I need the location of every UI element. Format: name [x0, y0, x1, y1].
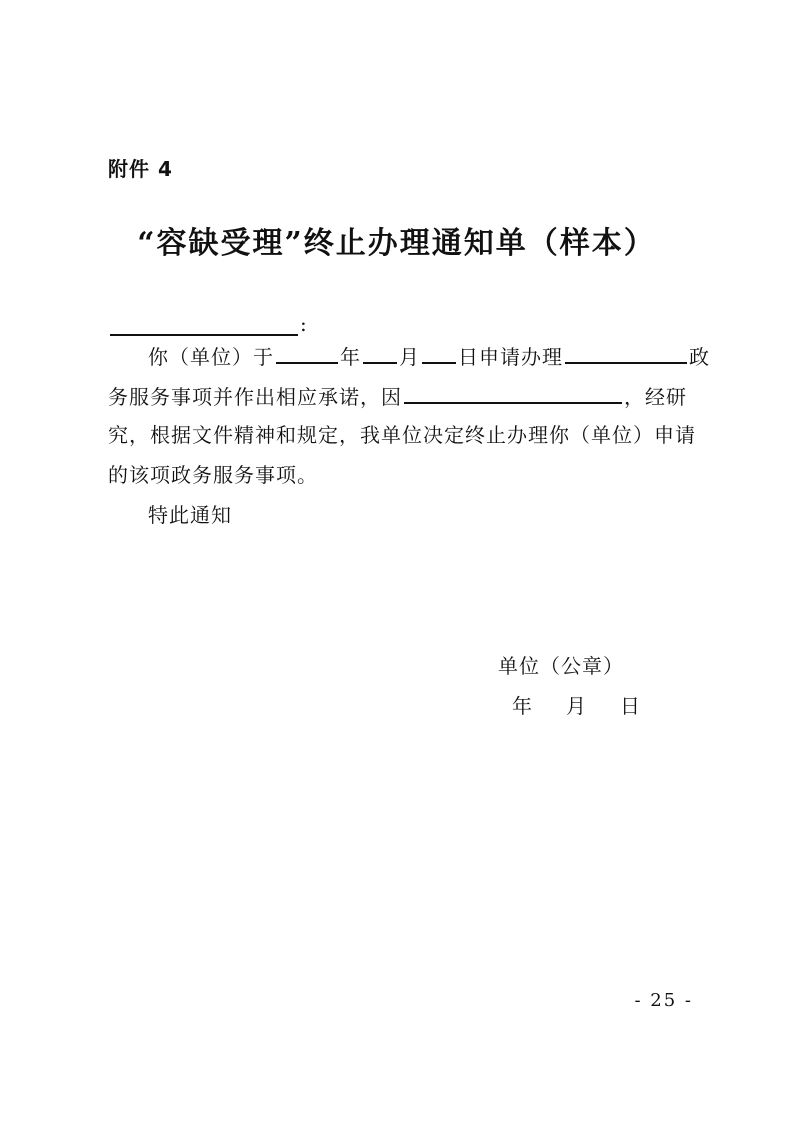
page-number: - 25 -: [634, 990, 693, 1011]
month-blank: [363, 340, 397, 364]
addressee-blank: [110, 312, 298, 336]
signature-day: 日: [620, 694, 641, 718]
body-text: 日申请办理: [458, 345, 563, 369]
body-line-1: [108, 340, 710, 372]
reason-blank: [404, 380, 622, 404]
day-blank: [422, 340, 456, 364]
body-text: ，经研: [624, 385, 687, 409]
body-text: 月: [399, 345, 420, 369]
matter-blank: [565, 340, 687, 364]
signature-month: 月: [566, 694, 587, 718]
document-title: “容缺受理”终止办理通知单（样本）: [137, 226, 656, 261]
signature-year: 年: [512, 694, 533, 718]
addressee-colon: :: [300, 312, 307, 336]
body-line-5: 特此通知: [148, 503, 232, 527]
body-text: 你（单位）于: [148, 345, 274, 369]
signature-unit: 单位（公章）: [498, 654, 624, 678]
attachment-label: 附件 4: [108, 157, 173, 181]
body-line-2: [108, 380, 693, 412]
addressee-line: [108, 306, 307, 336]
body-text: 年: [340, 345, 361, 369]
body-line-4: 的该项政务服务事项。: [108, 463, 318, 487]
body-text: 务服务事项并作出相应承诺，因: [108, 385, 402, 409]
body-text: 政: [689, 345, 710, 369]
year-blank: [276, 340, 338, 364]
body-line-3: 究，根据文件精神和规定，我单位决定终止办理你（单位）申请: [108, 423, 696, 447]
